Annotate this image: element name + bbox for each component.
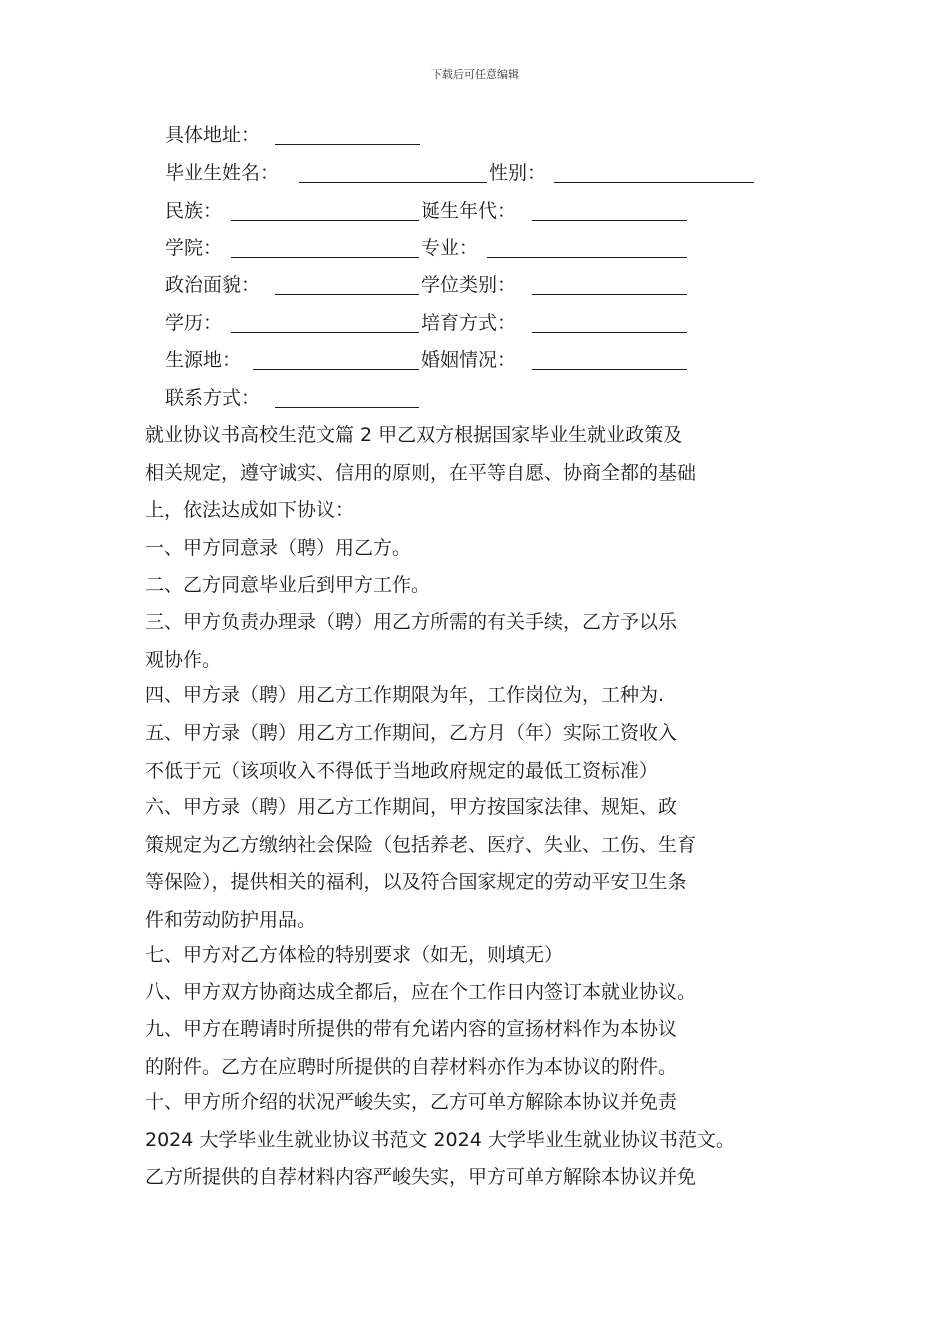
text-line: 相关规定，遵守诚实、信用的原则，在平等自愿、协商全都的基础 (145, 461, 697, 484)
text-line: 件和劳动防护用品。 (145, 909, 317, 932)
intro-paragraph (145, 417, 805, 530)
origin-blank[interactable] (253, 369, 419, 370)
text-line: 五、甲方录（聘）用乙方工作期间，乙方月（年）实际工资收入 (145, 722, 678, 744)
text-line: 乙方所提供的自荐材料内容严峻失实，甲方可单方解除本协议并免 (145, 1166, 697, 1189)
text-line: 2024 大学毕业生就业协议书范文 2024 大学毕业生就业协议书范文。 (145, 1128, 735, 1151)
address-label: 具体地址： (165, 124, 261, 146)
clause-4 (145, 677, 805, 715)
training-blank[interactable] (532, 332, 687, 333)
birth-label: 诞生年代： (421, 200, 517, 222)
ethnicity-label: 民族： (165, 200, 223, 222)
politics-label: 政治面貌： (165, 274, 261, 296)
text-line: 一、甲方同意录（聘）用乙方。 (145, 537, 412, 559)
degree-label: 学位类别： (421, 274, 517, 296)
politics-blank[interactable] (275, 294, 419, 295)
text-line: 观协作。 (145, 648, 222, 671)
text-line: 八、甲方双方协商达成全都后，应在个工作日内签订本就业协议。 (145, 981, 697, 1003)
text-line: 九、甲方在聘请时所提供的带有允诺内容的宣扬材料作为本协议 (145, 1018, 678, 1040)
origin-label: 生源地： (165, 349, 242, 371)
college-blank[interactable] (231, 257, 419, 258)
text-line: 策规定为乙方缴纳社会保险（包括养老、医疗、失业、工伤、生育 (145, 833, 697, 856)
marriage-blank[interactable] (532, 369, 687, 370)
page-header: 下载后可任意编辑 (431, 68, 519, 81)
clause-9 (145, 1011, 805, 1086)
clause-6 (145, 789, 805, 940)
text-line: 上，依法达成如下协议： (145, 499, 355, 522)
text-line: 四、甲方录（聘）用乙方工作期限为年，工作岗位为，工种为. (145, 684, 665, 706)
text-line: 七、甲方对乙方体检的特别要求（如无，则填无） (145, 944, 564, 966)
address-blank[interactable] (275, 144, 420, 145)
gender-blank[interactable] (554, 182, 754, 183)
college-label: 学院： (165, 237, 223, 259)
contact-blank[interactable] (275, 407, 419, 408)
education-blank[interactable] (231, 332, 419, 333)
major-blank[interactable] (487, 257, 687, 258)
text-line: 的附件。乙方在应聘时所提供的自荐材料亦作为本协议的附件。 (145, 1055, 678, 1078)
name-label: 毕业生姓名： (165, 162, 280, 184)
text-line: 不低于元（该项收入不得低于当地政府规定的最低工资标准） (145, 759, 659, 782)
marriage-label: 婚姻情况： (421, 349, 517, 371)
text-line: 六、甲方录（聘）用乙方工作期间，甲方按国家法律、规矩、政 (145, 796, 678, 818)
clause-1 (145, 530, 805, 568)
ethnicity-blank[interactable] (231, 220, 419, 221)
clause-10 (145, 1084, 805, 1197)
name-blank[interactable] (299, 182, 487, 183)
text-line: 三、甲方负责办理录（聘）用乙方所需的有关手续，乙方予以乐 (145, 611, 678, 633)
clause-2 (145, 567, 805, 605)
clause-7 (145, 937, 805, 975)
training-label: 培育方式： (421, 312, 517, 334)
degree-blank[interactable] (532, 294, 687, 295)
education-label: 学历： (165, 312, 223, 334)
text-line: 二、乙方同意毕业后到甲方工作。 (145, 574, 431, 596)
clause-8 (145, 974, 805, 1012)
text-line: 就业协议书高校生范文篇 2 甲乙双方根据国家毕业生就业政策及 (145, 424, 683, 446)
text-line: 十、甲方所介绍的状况严峻失实，乙方可单方解除本协议并免责 (145, 1091, 678, 1113)
birth-blank[interactable] (532, 220, 687, 221)
gender-label: 性别： (489, 162, 547, 184)
clause-5 (145, 715, 805, 790)
clause-3 (145, 604, 805, 679)
contact-label: 联系方式： (165, 387, 261, 409)
text-line: 等保险），提供相关的福利，以及符合国家规定的劳动平安卫生条 (145, 871, 687, 894)
major-label: 专业： (421, 237, 479, 259)
